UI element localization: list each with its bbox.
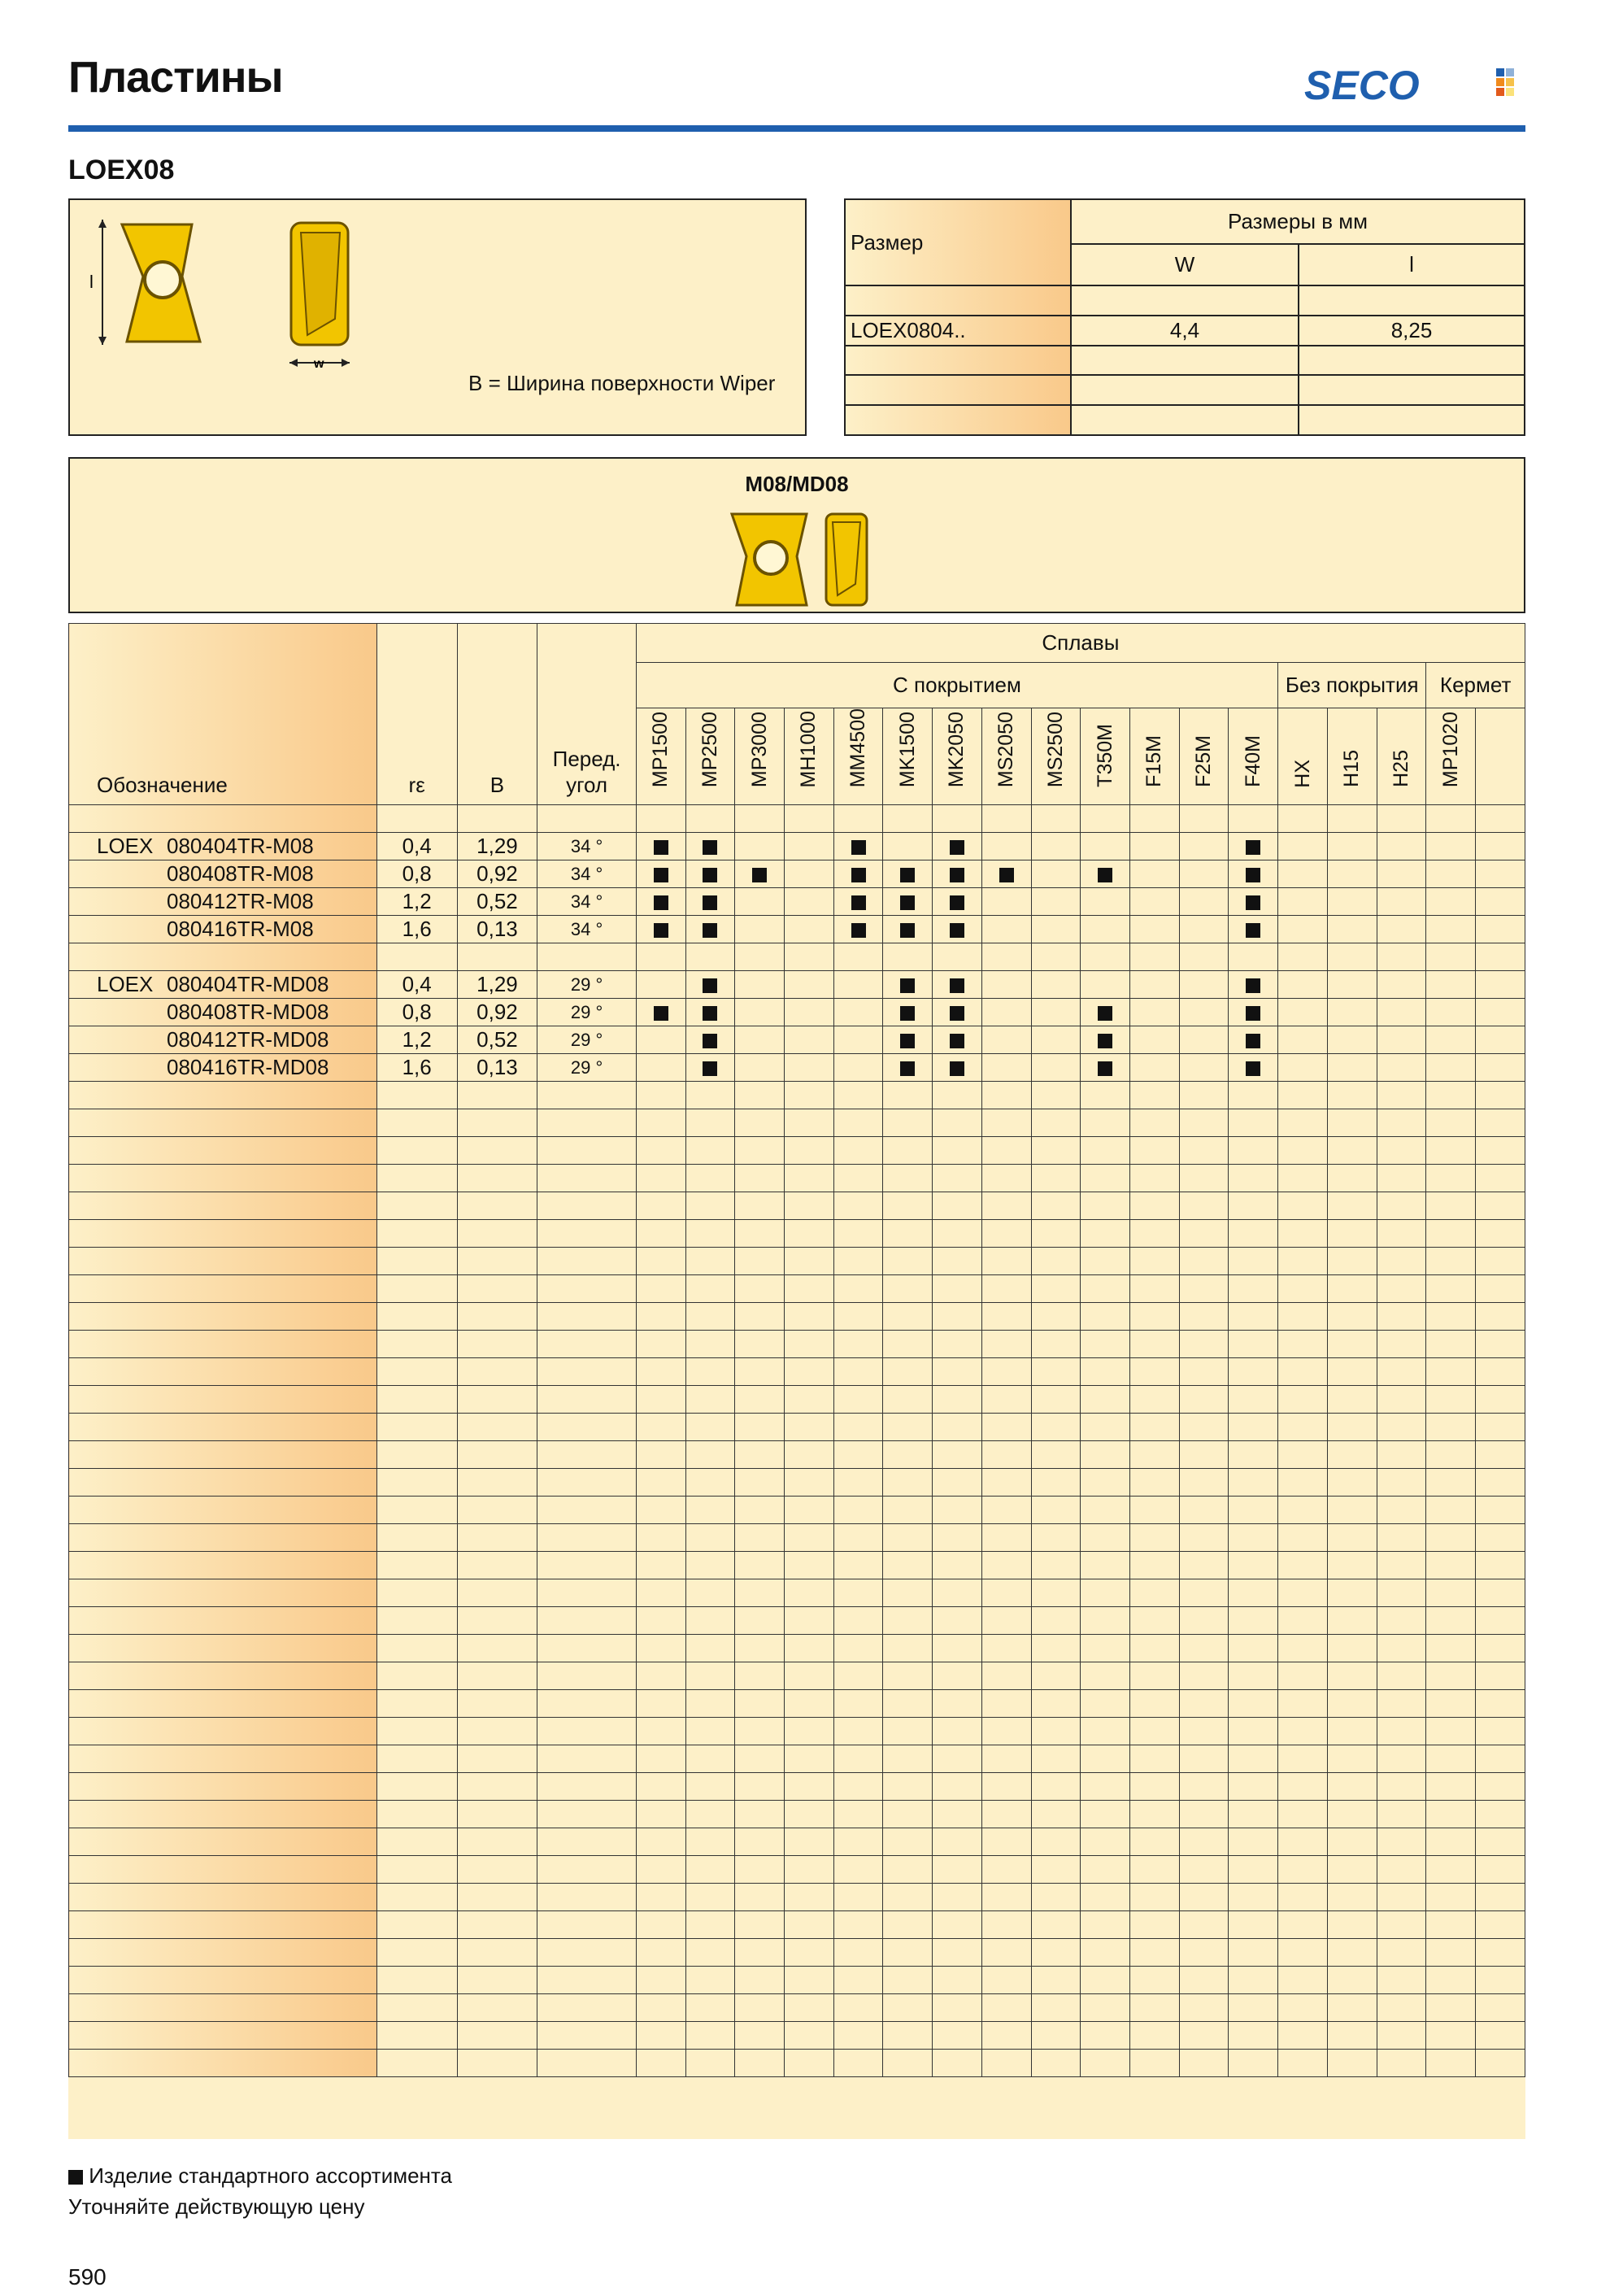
table-row (69, 999, 1525, 1026)
grade-header: MH1000 (797, 710, 820, 788)
dimensions-table (844, 198, 1525, 436)
standard-mark (1098, 1061, 1112, 1076)
legend-price: Уточняйте действующую цену (68, 2194, 365, 2219)
dim-l-label: l (89, 272, 94, 292)
standard-mark (851, 895, 866, 910)
grade-header: F25M (1192, 735, 1216, 788)
standard-mark (950, 1006, 964, 1021)
standard-mark (703, 895, 717, 910)
grade-header: F15M (1142, 735, 1166, 788)
angle-cell: 29 ° (537, 999, 636, 1026)
standard-mark (950, 1061, 964, 1076)
re-header: rε (376, 624, 457, 805)
standard-mark (1246, 1061, 1260, 1076)
standard-mark (950, 868, 964, 882)
b-cell: 0,52 (457, 888, 537, 916)
standard-mark (654, 868, 668, 882)
angle-header: Перед. угол (537, 624, 636, 805)
standard-mark (703, 1061, 717, 1076)
b-cell: 0,92 (457, 860, 537, 888)
grade-header: T350M (1093, 724, 1116, 788)
alloys-header: Сплавы (636, 624, 1525, 663)
standard-mark (900, 1006, 915, 1021)
legend (68, 2160, 452, 2222)
dim-w-label: w (314, 357, 324, 371)
standard-mark (1246, 923, 1260, 938)
re-cell: 0,8 (376, 860, 457, 888)
svg-text:SECO: SECO (1304, 63, 1420, 108)
standard-mark (1246, 840, 1260, 855)
wiper-note: B = Ширина поверхности Wiper (468, 371, 776, 395)
size-value: LOEX0804.. (845, 316, 1071, 346)
standard-mark (851, 840, 866, 855)
grade-header: MM4500 (846, 708, 870, 788)
b-cell: 1,29 (457, 971, 537, 999)
b-cell: 0,13 (457, 916, 537, 943)
w-value: 4,4 (1071, 316, 1299, 346)
standard-mark (900, 1034, 915, 1048)
standard-mark (900, 923, 915, 938)
standard-mark (654, 923, 668, 938)
angle-cell: 29 ° (537, 1054, 636, 1082)
designation-code: 080404TR-M08 (167, 834, 314, 859)
header-rule (68, 125, 1525, 132)
standard-mark (900, 1061, 915, 1076)
b-header: B (457, 624, 537, 805)
grade-header: MS2050 (994, 712, 1018, 788)
designation-code: 080408TR-MD08 (167, 1000, 329, 1025)
b-cell: 1,29 (457, 833, 537, 860)
table-row (69, 916, 1525, 943)
cermet-header: Кермет (1426, 663, 1525, 708)
standard-mark (703, 978, 717, 993)
standard-mark (950, 840, 964, 855)
table-row (69, 1054, 1525, 1082)
page-number: 590 (68, 2264, 107, 2289)
insert-drawing-panel (68, 198, 807, 436)
standard-mark (654, 840, 668, 855)
table-row (69, 833, 1525, 860)
angle-cell: 34 ° (537, 916, 636, 943)
l-value: 8,25 (1299, 316, 1525, 346)
standard-square-icon (68, 2170, 83, 2185)
section-title: LOEX08 (68, 155, 175, 185)
re-cell: 1,2 (376, 1026, 457, 1054)
standard-mark (950, 923, 964, 938)
grade-header: MK2050 (945, 712, 968, 788)
designation-prefix: LOEX (97, 972, 154, 997)
angle-cell: 29 ° (537, 971, 636, 999)
standard-mark (703, 840, 717, 855)
table-row (69, 1026, 1525, 1054)
group-label: M08/MD08 (745, 472, 849, 496)
designation-code: 080412TR-M08 (167, 889, 314, 914)
standard-mark (1246, 978, 1260, 993)
col-l-header: l (1299, 244, 1525, 285)
standard-mark (1098, 1006, 1112, 1021)
b-cell: 0,13 (457, 1054, 537, 1082)
grade-header: MS2500 (1043, 712, 1067, 788)
grade-header: MP3000 (747, 712, 771, 788)
b-cell: 0,92 (457, 999, 537, 1026)
standard-mark (703, 868, 717, 882)
group-insert-icon (729, 511, 883, 608)
grade-header: HX (1290, 759, 1314, 788)
re-cell: 1,6 (376, 916, 457, 943)
designation-code: 080404TR-MD08 (167, 972, 329, 997)
standard-mark (703, 1034, 717, 1048)
grade-header: F40M (1241, 735, 1264, 788)
uncoated-header: Без покрытия (1278, 663, 1426, 708)
inserts-table-panel (68, 623, 1525, 2139)
standard-mark (1098, 868, 1112, 882)
standard-mark (900, 868, 915, 882)
re-cell: 1,6 (376, 1054, 457, 1082)
coated-header: С покрытием (636, 663, 1277, 708)
grade-header: MP1020 (1438, 712, 1462, 788)
designation-code: 080416TR-MD08 (167, 1055, 329, 1080)
designation-code: 080416TR-M08 (167, 917, 314, 942)
standard-mark (1246, 1034, 1260, 1048)
legend-standard: Изделие стандартного ассортимента (89, 2163, 452, 2188)
page-title: Пластины (68, 53, 283, 102)
standard-mark (1246, 868, 1260, 882)
designation-code: 080412TR-MD08 (167, 1027, 329, 1052)
standard-mark (851, 868, 866, 882)
standard-mark (950, 1034, 964, 1048)
standard-mark (851, 923, 866, 938)
standard-mark (1098, 1034, 1112, 1048)
standard-mark (654, 895, 668, 910)
grade-header: MP2500 (698, 712, 721, 788)
table-row (69, 971, 1525, 999)
designation-header: Обозначение (69, 624, 377, 805)
col-w-header: W (1071, 244, 1299, 285)
standard-mark (950, 895, 964, 910)
standard-mark (703, 1006, 717, 1021)
re-cell: 0,4 (376, 971, 457, 999)
grade-header: H15 (1340, 750, 1364, 788)
standard-mark (900, 978, 915, 993)
angle-cell: 34 ° (537, 888, 636, 916)
standard-mark (1246, 895, 1260, 910)
standard-mark (654, 1006, 668, 1021)
standard-mark (900, 895, 915, 910)
standard-mark (950, 978, 964, 993)
insert-front-drawing (89, 220, 224, 350)
b-cell: 0,52 (457, 1026, 537, 1054)
re-cell: 1,2 (376, 888, 457, 916)
grade-header: MP1500 (649, 712, 672, 788)
standard-mark (752, 868, 767, 882)
re-cell: 0,8 (376, 999, 457, 1026)
designation-code: 080408TR-M08 (167, 861, 314, 887)
designation-prefix: LOEX (97, 834, 154, 859)
standard-mark (703, 923, 717, 938)
inserts-table (68, 623, 1525, 2077)
re-cell: 0,4 (376, 833, 457, 860)
geometry-group-panel (68, 457, 1525, 613)
insert-side-drawing (283, 221, 356, 376)
size-header: Размер (845, 199, 1071, 285)
table-row (69, 888, 1525, 916)
grade-header: MK1500 (895, 712, 919, 788)
angle-cell: 29 ° (537, 1026, 636, 1054)
seco-logo (1304, 63, 1529, 106)
angle-cell: 34 ° (537, 860, 636, 888)
table-row (69, 860, 1525, 888)
grade-header: H25 (1389, 750, 1412, 788)
standard-mark (999, 868, 1014, 882)
dims-header: Размеры в мм (1071, 199, 1525, 244)
standard-mark (1246, 1006, 1260, 1021)
angle-cell: 34 ° (537, 833, 636, 860)
